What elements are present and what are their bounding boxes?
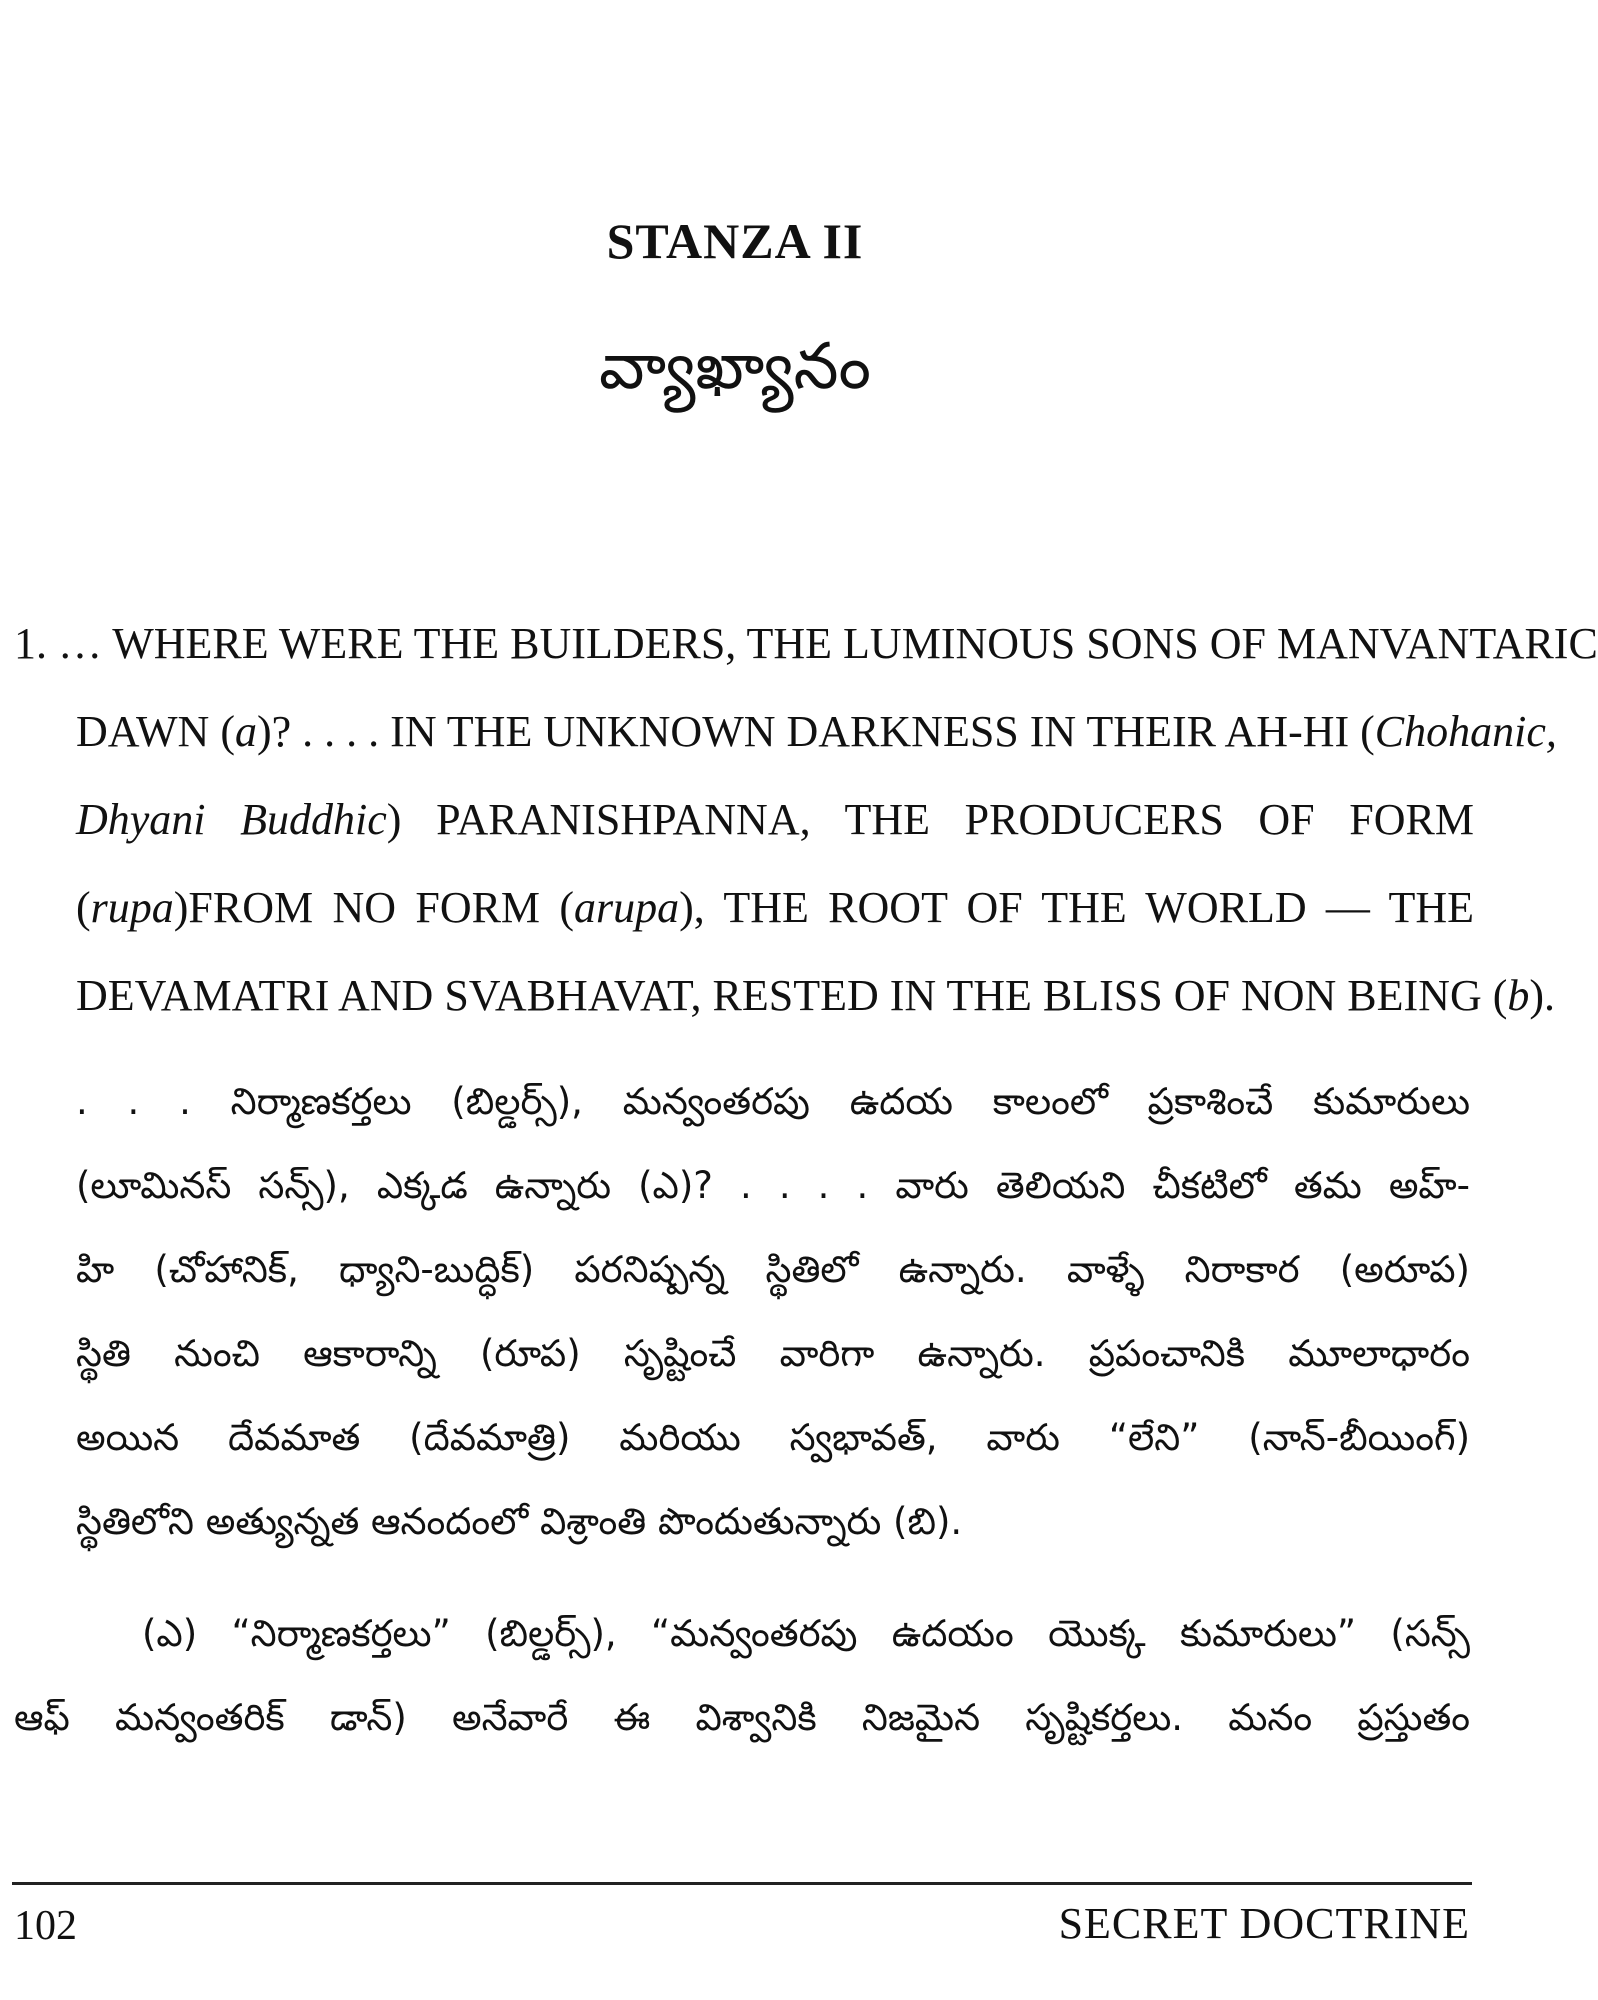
page-number: 102 xyxy=(14,1903,77,1949)
verse-line: DEVAMATRI AND SVABHAVAT, RESTED IN THE BLISS OF NON BEING (b). xyxy=(76,971,1556,1020)
commentary-line: (ఎ) “నిర్మాణకర్తలు” (బిల్డర్స్), “మన్వంతరపు ఉదయం యొక్క కుమారులు” (సన్స్ xyxy=(142,1612,1470,1655)
verse-line: (rupa)FROM NO FORM (arupa), THE ROOT OF THE WORLD — THE xyxy=(76,883,1474,932)
verse-number: 1. xyxy=(14,619,47,668)
translation-line: హి (చోహానిక్, ధ్యాని-బుద్ధిక్) పరనిష్పన్న స్థితిలో ఉన్నారు. వాళ్ళే నిరాకార (అరూప) xyxy=(76,1248,1470,1291)
verse-line: DAWN (a)? . . . . IN THE UNKNOWN DARKNESS IN THEIR AH-HI (Chohanic, xyxy=(76,707,1557,756)
translation-line: స్థితి నుంచి ఆకారాన్ని (రూప) సృష్టించే వారిగా ఉన్నారు. ప్రపంచానికి మూలాధారం xyxy=(76,1332,1470,1375)
translation-line: స్థితిలోని అత్యున్నత ఆనందంలో విశ్రాంతి పొందుతున్నారు (బి). xyxy=(76,1500,963,1543)
verse-line: 1. … WHERE WERE THE BUILDERS, THE LUMINOUS SONS OF MANVANTARIC xyxy=(14,619,1598,668)
translation-line: . . . నిర్మాణకర్తలు (బిల్డర్స్), మన్వంతరపు ఉదయ కాలంలో ప్రకాశించే కుమారులు xyxy=(76,1080,1470,1123)
stanza-heading: STANZA II xyxy=(606,213,864,269)
translation-line: (లూమినస్ సన్స్), ఎక్కడ ఉన్నారు (ఎ)? . . . . వారు తెలియని చీకటిలో తమ అహ్- xyxy=(76,1164,1470,1207)
commentary-line: ఆఫ్ మన్వంతరిక్ డాన్) అనేవారే ఈ విశ్వానికి నిజమైన సృష్టికర్తలు. మనం ప్రస్తుతం xyxy=(14,1696,1470,1739)
verse-line: Dhyani Buddhic) PARANISHPANNA, THE PRODUCERS OF FORM xyxy=(76,795,1474,844)
translation-line: అయిన దేవమాత (దేవమాత్రి) మరియు స్వభావత్, వారు “లేని” (నాన్-బీయింగ్) xyxy=(76,1416,1470,1459)
stanza-verse xyxy=(14,600,1598,1040)
telugu-translation xyxy=(76,1060,1470,1564)
footer-rule xyxy=(12,1882,1472,1885)
commentary-paragraph xyxy=(14,1592,1470,1760)
commentary-heading: వ్యాఖ్యానం xyxy=(599,330,871,404)
running-head: SECRET DOCTRINE xyxy=(1058,1899,1470,1948)
